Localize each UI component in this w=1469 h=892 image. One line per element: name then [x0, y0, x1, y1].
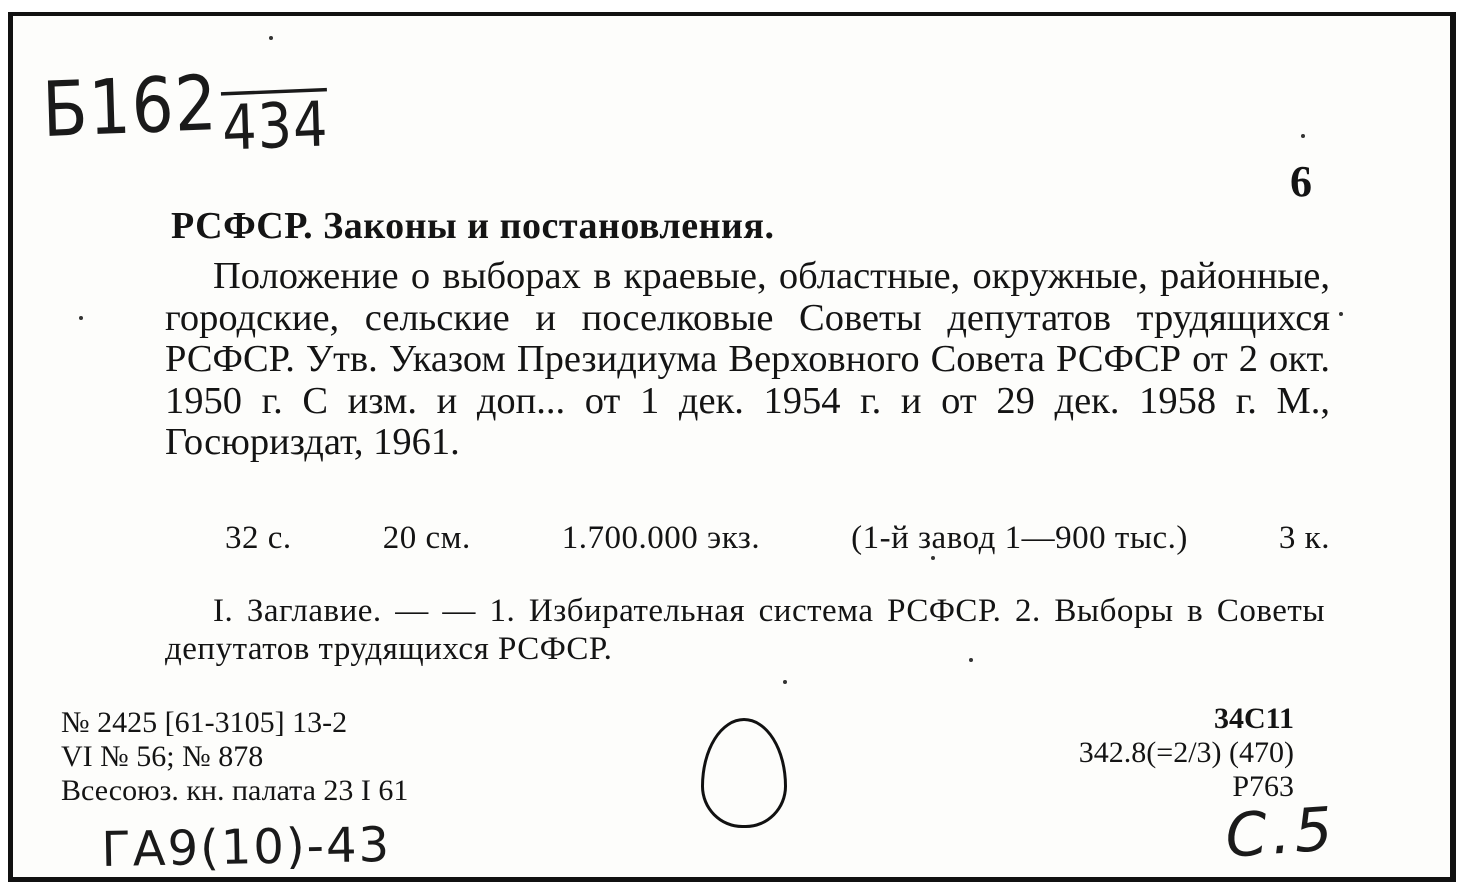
book-size: 20 см.: [382, 520, 471, 556]
subject-tracing: I. Заглавие. — — 1. Избирательная система РСФСР. 2. Выборы в Советы депутатов трудящихся РСФСР.: [165, 593, 1325, 667]
handwritten-note: С.5: [1223, 794, 1339, 872]
handwritten-call-number-main: Б162: [41, 58, 219, 155]
imprint-line-2: VI № 56; № 878: [61, 740, 264, 773]
ink-speck: [783, 680, 787, 684]
pages-count: 32 с.: [225, 520, 292, 556]
card-punch-hole: [701, 718, 787, 828]
classification-block: [1079, 702, 1294, 804]
imprint-line-3: Всесоюз. кн. палата 23 I 61: [61, 774, 409, 807]
card-number: 6: [1290, 157, 1312, 206]
classification-line-2: 342.8(=2/3) (470): [1078, 736, 1294, 769]
ink-speck: [79, 316, 83, 320]
copies-count: 1.700.000 экз.: [561, 520, 761, 556]
ink-speck: [969, 658, 973, 662]
handwritten-call-number: [41, 55, 329, 168]
ink-speck: [269, 36, 273, 40]
ink-speck: [1339, 312, 1343, 316]
print-run: (1-й завод 1—900 тыс.): [851, 520, 1188, 556]
classification-line-3: Р763: [1232, 770, 1294, 803]
physical-description: [225, 520, 1330, 557]
handwritten-shelf-mark: ГА9(10)-43: [101, 816, 392, 878]
ink-speck: [1301, 134, 1305, 138]
imprint-line-1: № 2425 [61-3105] 13-2: [61, 706, 348, 739]
price: 3 к.: [1278, 520, 1330, 556]
card-heading: РСФСР. Законы и постановления.: [171, 205, 775, 247]
catalog-card: [8, 12, 1456, 882]
imprint-block: [61, 706, 408, 808]
card-body-text: Положение о выборах в краевые, областные, окружные, районные, городские, сельские и поселковые Советы депутатов трудящихся РСФСР. Утв. Указом Президиума Верховного Совета РСФСР от 2 окт. 1950 г. С изм. и доп... от 1 дек. 1954 г. и от 29 дек. 1958 г. М., Госюриздат, 1961.: [165, 255, 1330, 463]
ink-speck: [931, 556, 935, 560]
handwritten-call-number-sub: 434: [221, 87, 330, 165]
classification-line-1: 34С11: [1213, 702, 1294, 735]
